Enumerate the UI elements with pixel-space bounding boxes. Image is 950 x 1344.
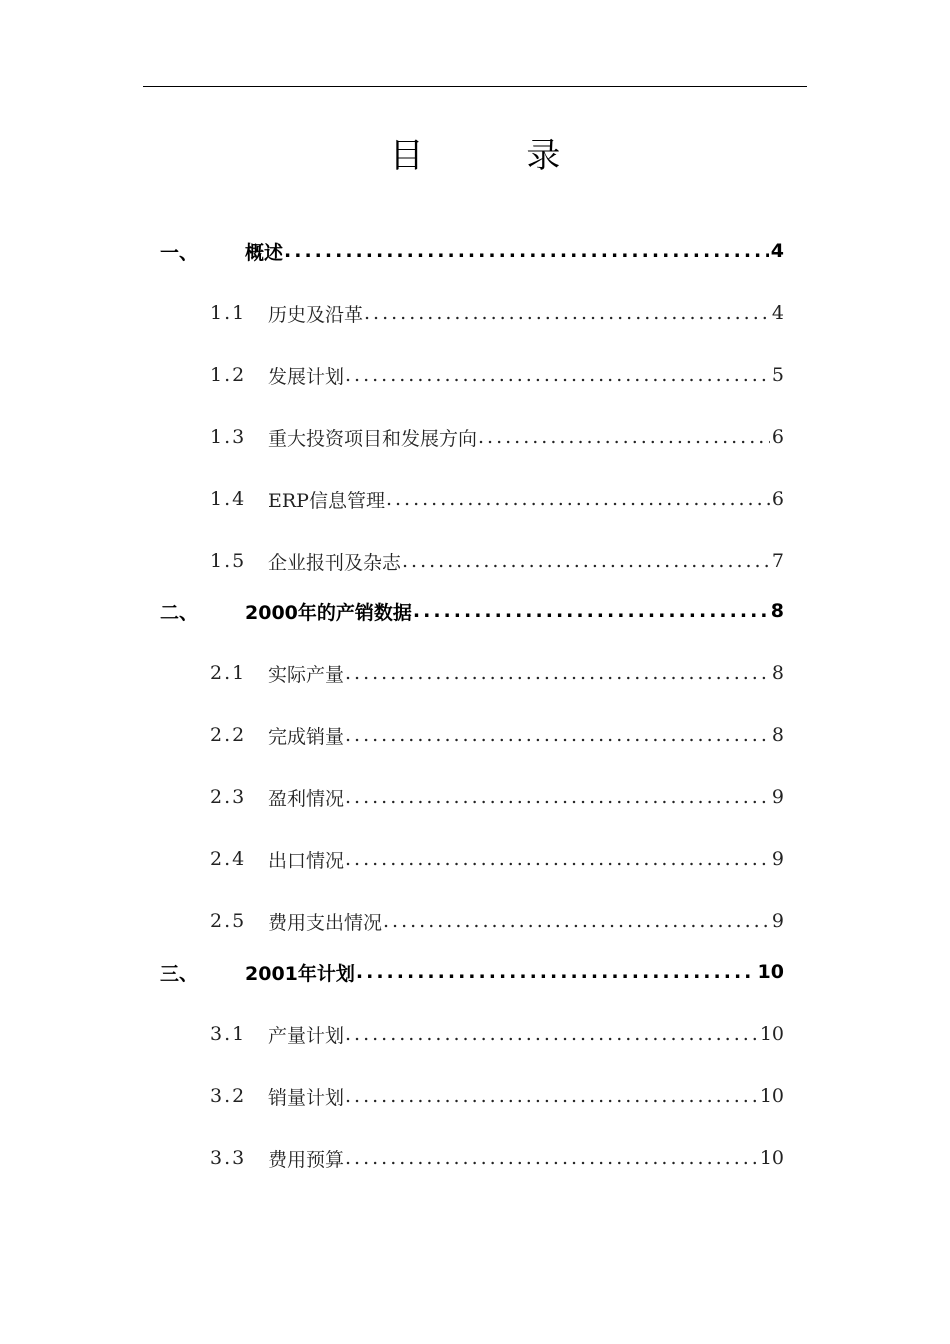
toc-entry-number: 二、 xyxy=(160,601,199,624)
toc-leader-dots xyxy=(386,488,770,510)
toc-entry-page: 9 xyxy=(771,786,784,808)
toc-entry[interactable] xyxy=(0,658,950,688)
toc-entry-number: 2.1 xyxy=(210,662,247,684)
toc-entry-label: 发展计划 xyxy=(268,365,345,388)
toc-entry-number: 1.2 xyxy=(210,364,247,386)
toc-entry-number: 3.2 xyxy=(210,1085,247,1107)
toc-entry-number: 2.5 xyxy=(210,910,247,932)
toc-entry-number: 1.5 xyxy=(210,550,247,572)
toc-entry[interactable] xyxy=(0,298,950,328)
toc-leader-dots xyxy=(402,550,770,572)
toc-entry-label: 完成销量 xyxy=(268,725,345,748)
toc-entry-label: 产量计划 xyxy=(268,1024,345,1047)
toc-entry[interactable] xyxy=(0,844,950,874)
toc-leader-dots xyxy=(345,364,770,386)
toc-entry-page: 9 xyxy=(771,910,784,932)
toc-entry-label: 盈利情况 xyxy=(268,787,345,810)
toc-entry[interactable] xyxy=(0,957,950,987)
toc-entry-label: 概述 xyxy=(245,241,284,264)
toc-entry[interactable] xyxy=(0,906,950,936)
page-title: 目 录 xyxy=(389,136,607,176)
toc-entry-page: 6 xyxy=(771,488,784,510)
toc-leader-dots xyxy=(345,662,770,684)
toc-entry-label: 历史及沿革 xyxy=(268,303,364,326)
toc-entry-number: 1.3 xyxy=(210,426,247,448)
toc-entry-label: ERP信息管理 xyxy=(268,489,385,512)
toc-entry-number: 一、 xyxy=(160,241,199,264)
header-rule xyxy=(143,86,807,87)
toc-entry-label: 2001年计划 xyxy=(245,962,355,985)
toc-leader-dots xyxy=(345,848,770,870)
toc-entry[interactable] xyxy=(0,782,950,812)
toc-leader-dots xyxy=(478,426,770,448)
toc-entry-page: 5 xyxy=(771,364,784,386)
toc-entry-label: 费用预算 xyxy=(268,1148,345,1171)
toc-entry[interactable] xyxy=(0,422,950,452)
toc-leader-dots xyxy=(345,1023,758,1045)
toc-entry-number: 2.3 xyxy=(210,786,247,808)
toc-leader-dots xyxy=(345,786,770,808)
toc-leader-dots xyxy=(284,240,769,262)
toc-entry-number: 2.4 xyxy=(210,848,247,870)
toc-entry-page: 10 xyxy=(759,1147,784,1169)
toc-entry[interactable] xyxy=(0,236,950,266)
toc-entry-number: 2.2 xyxy=(210,724,247,746)
toc-entry-page: 4 xyxy=(770,240,784,262)
toc-entry-number: 三、 xyxy=(160,962,199,985)
toc-entry[interactable] xyxy=(0,546,950,576)
toc-entry-page: 4 xyxy=(771,302,784,324)
toc-entry-number: 3.3 xyxy=(210,1147,247,1169)
toc-entry-number: 3.1 xyxy=(210,1023,247,1045)
toc-entry[interactable] xyxy=(0,1081,950,1111)
toc-leader-dots xyxy=(345,1085,758,1107)
toc-entry-label: 实际产量 xyxy=(268,663,345,686)
toc-leader-dots xyxy=(383,910,770,932)
toc-entry-label: 重大投资项目和发展方向 xyxy=(268,427,478,450)
toc-leader-dots xyxy=(356,961,756,983)
toc-entry-page: 8 xyxy=(770,600,784,622)
toc-entry-page: 8 xyxy=(771,662,784,684)
toc-entry-number: 1.4 xyxy=(210,488,247,510)
toc-entry-label: 企业报刊及杂志 xyxy=(268,551,402,574)
toc-entry[interactable] xyxy=(0,596,950,626)
toc-entry-page: 7 xyxy=(771,550,784,572)
toc-entry-number: 1.1 xyxy=(210,302,247,324)
toc-leader-dots xyxy=(345,724,770,746)
toc-entry-label: 费用支出情况 xyxy=(268,911,383,934)
toc-entry-label: 2000年的产销数据 xyxy=(245,601,412,624)
toc-entry-page: 10 xyxy=(759,1023,784,1045)
toc-entry[interactable] xyxy=(0,484,950,514)
toc-leader-dots xyxy=(364,302,770,324)
toc-entry-page: 10 xyxy=(757,961,784,983)
toc-entry-label: 销量计划 xyxy=(268,1086,345,1109)
toc-entry[interactable] xyxy=(0,360,950,390)
toc-leader-dots xyxy=(413,600,769,622)
toc-entry[interactable] xyxy=(0,1143,950,1173)
toc-entry-label: 出口情况 xyxy=(268,849,345,872)
toc-entry-page: 6 xyxy=(771,426,784,448)
toc-leader-dots xyxy=(345,1147,758,1169)
toc-entry-page: 8 xyxy=(771,724,784,746)
toc-entry-page: 9 xyxy=(771,848,784,870)
toc-entry-page: 10 xyxy=(759,1085,784,1107)
toc-entry[interactable] xyxy=(0,1019,950,1049)
toc-entry[interactable] xyxy=(0,720,950,750)
